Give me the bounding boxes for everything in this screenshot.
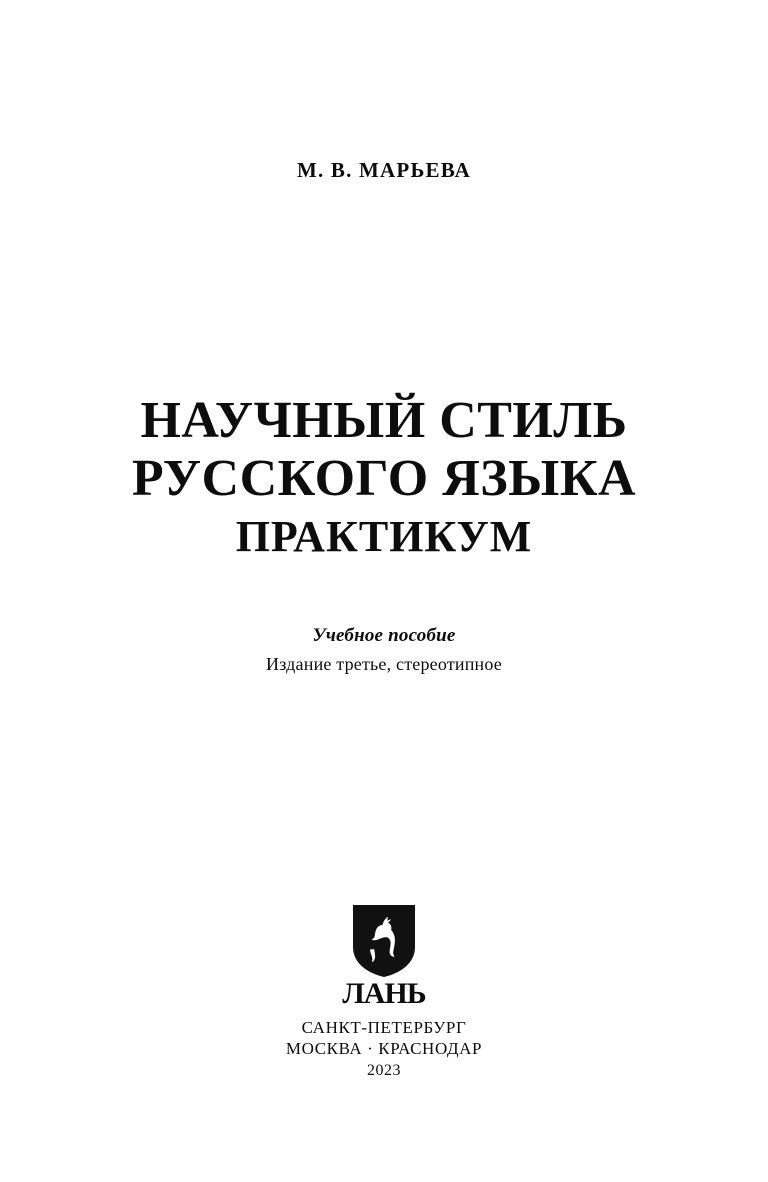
- publisher-city-line-2: МОСКВА · КРАСНОДАР: [285, 1039, 483, 1059]
- title-line-1: НАУЧНЫЙ СТИЛЬ: [140, 392, 628, 449]
- deer-shield-icon: [353, 905, 415, 977]
- subtitle-block: [0, 625, 768, 675]
- edition-statement: Издание третье, стереотипное: [266, 654, 502, 674]
- publisher-city-line-1: САНКТ-ПЕТЕРБУРГ: [301, 1018, 467, 1037]
- publisher-name: ЛАНЬ: [342, 977, 426, 1010]
- publication-year: 2023: [367, 1061, 401, 1079]
- author-name: М. В. МАРЬЕВА: [297, 158, 471, 182]
- title-subline: ПРАКТИКУМ: [235, 512, 533, 562]
- book-title: [0, 392, 768, 562]
- book-subtitle: Учебное пособие: [312, 625, 456, 646]
- publisher-block: [0, 905, 768, 1080]
- title-line-2: РУССКОГО ЯЗЫКА: [131, 450, 637, 508]
